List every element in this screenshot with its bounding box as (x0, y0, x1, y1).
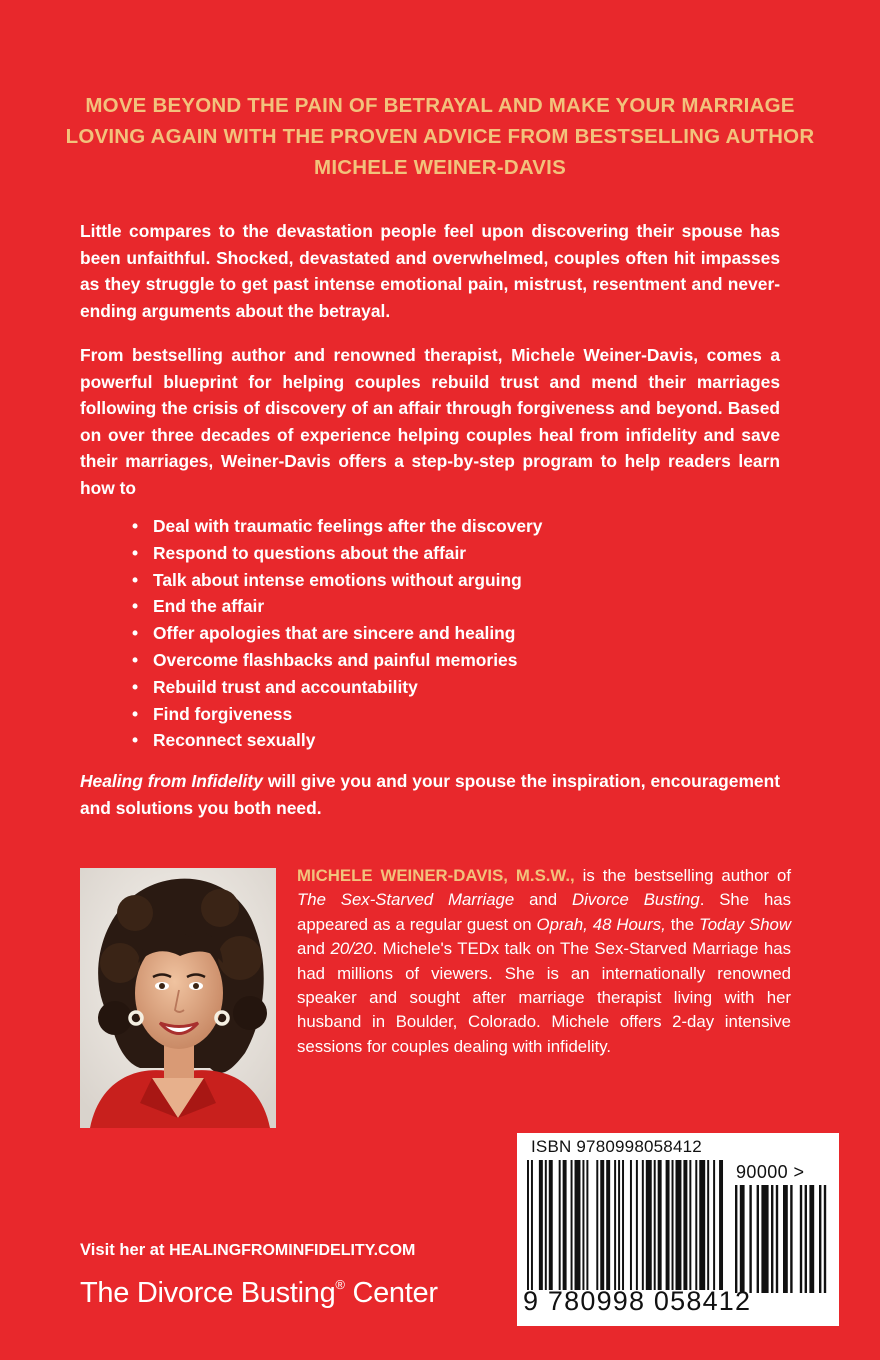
isbn-label: ISBN 9780998058412 (531, 1137, 702, 1156)
price-code: 90000 > (736, 1162, 805, 1182)
list-item: • Deal with traumatic feelings after the discovery (132, 513, 542, 540)
publisher-name-part: Center (344, 1277, 438, 1309)
list-item: • Offer apologies that are sincere and healing (132, 620, 542, 647)
closing-paragraph (80, 768, 780, 821)
bio-text: . Michele's TEDx talk on The Sex-Starved Marriage has had millions of viewers. She is an internationally renowned speaker and sought after marriage therapist living with her husband in Boulder, Colorado. Michele offers 2-day intensive sessions for couples dealing with infidelity. (297, 939, 791, 1056)
list-item: • Respond to questions about the affair (132, 540, 542, 567)
headline: MOVE BEYOND THE PAIN OF BETRAYAL AND MAKE YOUR MARRIAGE LOVING AGAIN WITH THE PROVEN ADVICE FROM BESTSELLING AUTHOR MICHELE WEINER-DAVIS (65, 94, 815, 179)
website-link[interactable]: HEALINGFROMINFIDELITY.COM (169, 1242, 416, 1259)
author-name: MICHELE WEINER-DAVIS, M.S.W., (297, 866, 575, 885)
book-title: The Sex-Starved Marriage (297, 890, 515, 910)
list-item: • Find forgiveness (132, 701, 542, 728)
list-item: • Reconnect sexually (132, 727, 542, 754)
show-title: 20/20 (330, 939, 373, 959)
bio-text: and (514, 890, 572, 910)
website-line (80, 1240, 415, 1260)
author-portrait-drawing (80, 868, 276, 1128)
bio-text: is the bestselling author of (574, 866, 791, 885)
list-item: • Talk about intense emotions without arguing (132, 567, 542, 594)
author-bio (297, 864, 791, 1059)
publisher-name-part: The Divorce Busting (80, 1277, 336, 1309)
book-title: Divorce Busting (571, 890, 700, 910)
ean13-barcode-icon (527, 1160, 725, 1290)
blueprint-paragraph: From bestselling author and renowned therapist, Michele Weiner-Davis, comes a powerful blueprint for helping couples rebuild trust and mend their marriages following the crisis of discovery of an affair through forgiveness and beyond. Based on over three decades of experience helping couples heal from infidelity and save their marriages, Weiner-Davis offers a step-by-step program to help readers learn how to (80, 345, 780, 498)
closing-text: will give you and your spouse the inspiration, encouragement and solutions you both need. (80, 771, 781, 818)
barcode-box (517, 1133, 839, 1326)
bio-text: and (297, 939, 331, 959)
list-item: • End the affair (132, 593, 542, 620)
book-title: Healing from Infidelity (80, 771, 263, 791)
intro-paragraph: Little compares to the devastation people feel upon discovering their spouse has been unfaithful. Shocked, devastated and overwhelmed, couples often hit impasses as they struggle to get past intense emotional pain, mistrust, resentment and never-ending arguments about the betrayal. (80, 221, 780, 321)
visit-prefix: Visit her at (80, 1240, 170, 1259)
registered-mark: ® (335, 1277, 345, 1292)
show-title: Oprah, 48 Hours, (536, 914, 666, 934)
list-item: • Overcome flashbacks and painful memories (132, 647, 542, 674)
bio-text: . She has appeared as a regular guest on (297, 890, 792, 934)
publisher-name (80, 1277, 438, 1310)
isbn-digits: 9 780998 058412 (523, 1286, 752, 1316)
author-portrait-icon (80, 868, 276, 1128)
show-title: Today Show (698, 914, 791, 934)
list-item: • Rebuild trust and accountability (132, 674, 542, 701)
price-addon-barcode-icon (735, 1185, 831, 1293)
benefits-list (132, 513, 542, 754)
bio-text: the (665, 914, 699, 934)
